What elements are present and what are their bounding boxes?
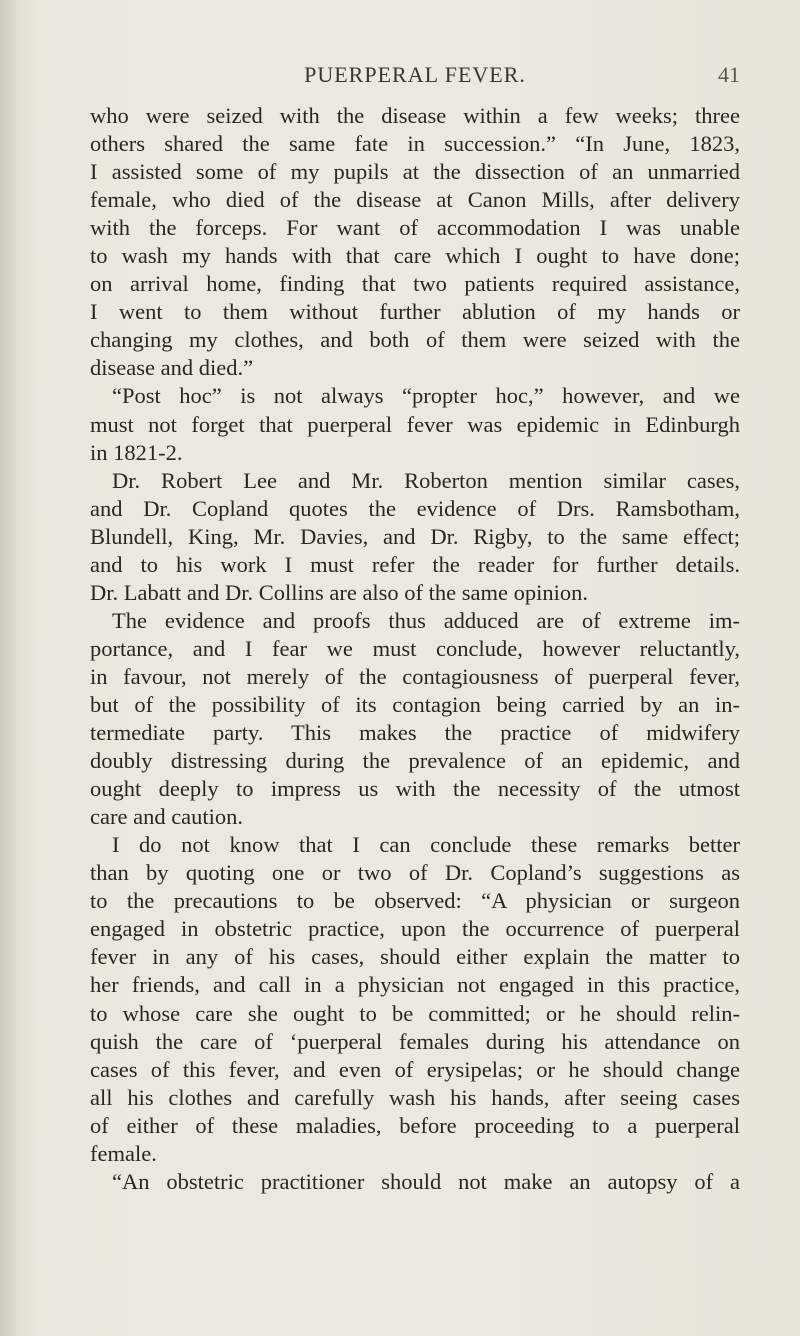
text-line: ought deeply to impress us with the necessity of the utmost — [90, 776, 740, 802]
text-line: to the precautions to be observed: “A physician or surgeon — [90, 888, 740, 914]
text-line: in favour, not merely of the contagiousness of puerperal fever, — [90, 663, 740, 689]
text-line: termediate party. This makes the practice of midwifery — [90, 720, 740, 746]
text-line: with the forceps. For want of accommodation I was unable — [90, 215, 740, 241]
text-line: must not forget that puerperal fever was epidemic in Edinburgh — [90, 411, 740, 437]
text-line: all his clothes and carefully wash his hands, after seeing cases — [90, 1084, 740, 1110]
page-number: 41 — [718, 62, 740, 87]
text-line: and Dr. Copland quotes the evidence of Drs. Ramsbotham, — [90, 495, 740, 521]
text-line: female, who died of the disease at Canon Mills, after delivery — [90, 187, 740, 213]
text-line: fever in any of his cases, should either explain the matter to — [90, 944, 740, 970]
page-header — [90, 62, 740, 102]
text-line: Dr. Labatt and Dr. Collins are also of the same opinion. — [90, 579, 589, 605]
text-line: The evidence and proofs thus adduced are of extreme im- — [112, 607, 740, 633]
text-line: engaged in obstetric practice, upon the occurrence of puerperal — [90, 916, 740, 942]
text-line: “An obstetric practitioner should not make an autopsy of a — [112, 1168, 740, 1194]
text-line: her friends, and call in a physician not engaged in this practice, — [90, 972, 740, 998]
text-line: who were seized with the disease within a few weeks; three — [90, 103, 740, 128]
running-head: PUERPERAL FEVER. — [304, 62, 526, 87]
text-line: I went to them without further ablution of my hands or — [90, 299, 740, 325]
text-line: I assisted some of my pupils at the dissection of an unmarried — [90, 159, 740, 185]
text-line: in 1821-2. — [90, 439, 183, 465]
text-line: changing my clothes, and both of them were seized with the — [90, 327, 740, 353]
text-line: disease and died.” — [90, 355, 254, 381]
text-line: to wash my hands with that care which I ought to have done; — [90, 243, 740, 269]
text-line: I do not know that I can conclude these remarks better — [112, 832, 740, 858]
text-line: than by quoting one or two of Dr. Copland’s suggestions as — [90, 860, 740, 886]
text-line: and to his work I must refer the reader for further details. — [90, 551, 740, 577]
body-text — [90, 102, 740, 1196]
text-line: on arrival home, finding that two patients required assistance, — [90, 271, 740, 297]
text-line: cases of this fever, and even of erysipelas; or he should change — [90, 1056, 740, 1082]
text-line: care and caution. — [90, 804, 244, 830]
text-line: quish the care of ‘puerperal females during his attendance on — [90, 1028, 740, 1054]
text-line: female. — [90, 1140, 157, 1166]
text-line: doubly distressing during the prevalence of an epidemic, and — [90, 748, 740, 774]
binding-shadow — [0, 0, 18, 1336]
text-line: of either of these maladies, before proceeding to a puerperal — [90, 1112, 740, 1138]
text-line: others shared the same fate in succession.” “In June, 1823, — [90, 131, 740, 157]
text-line: “Post hoc” is not always “propter hoc,” however, and we — [112, 383, 740, 409]
text-line: to whose care she ought to be committed; or he should relin- — [90, 1000, 740, 1026]
text-line: Blundell, King, Mr. Davies, and Dr. Rigby, to the same effect; — [90, 523, 740, 549]
text-line: portance, and I fear we must conclude, however reluctantly, — [90, 635, 740, 661]
text-line: but of the possibility of its contagion being carried by an in- — [90, 691, 740, 717]
text-line: Dr. Robert Lee and Mr. Roberton mention similar cases, — [112, 467, 740, 493]
